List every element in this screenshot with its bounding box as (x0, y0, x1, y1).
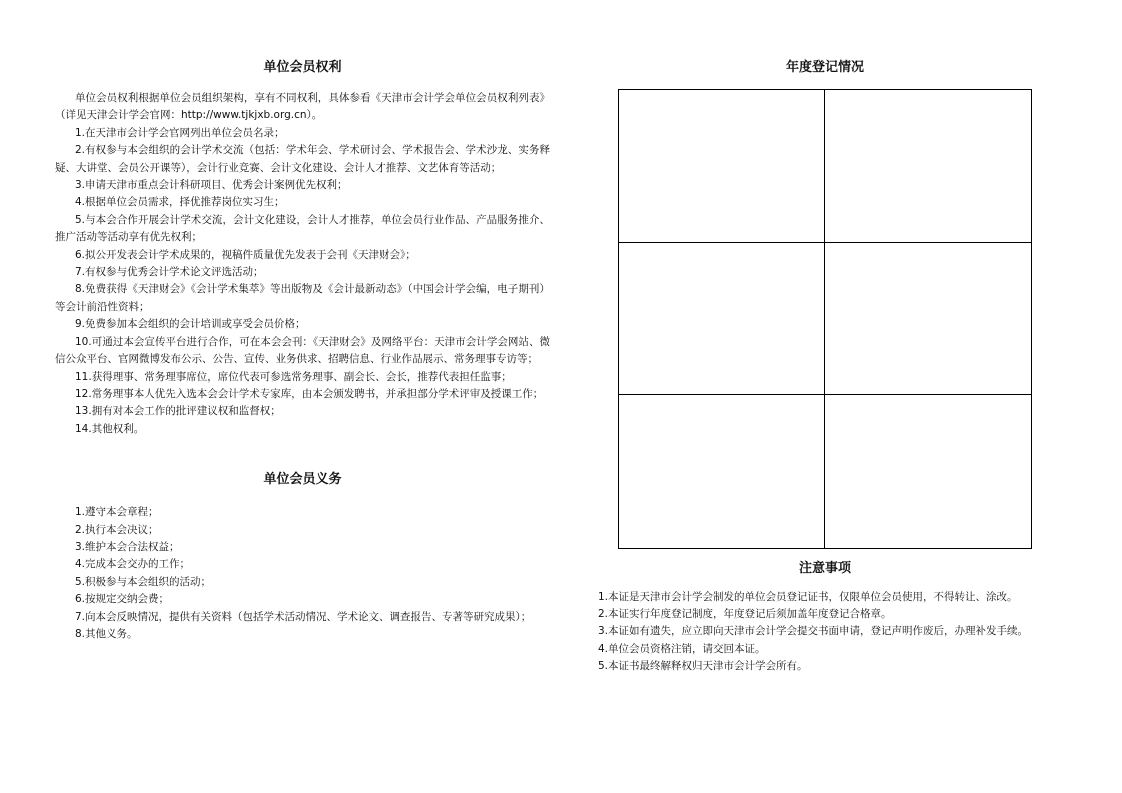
rights-item: 14.其他权利。 (75, 422, 145, 435)
rights-item: 6.拟公开发表会计学术成果的，视稿件质量优先发表于会刊《天津财会》； (75, 248, 416, 261)
duties-item: 5.积极参与本会组织的活动； (75, 575, 212, 588)
registration-cell (619, 395, 825, 548)
annual-registration-title: 年度登记情况 (785, 60, 864, 75)
duties-list (55, 504, 550, 643)
duties-item: 6.按规定交纳会费； (75, 593, 170, 606)
right-panel (598, 58, 1078, 675)
notes-item: 1.本证是天津市会计学会制发的单位会员登记证书，仅限单位会员使用，不得转让、涂改。 (598, 591, 1018, 603)
rights-item: 1.在天津市会计学会官网列出单位会员名录； (75, 126, 285, 139)
registration-cell (825, 90, 1031, 243)
left-panel (55, 58, 550, 643)
registration-cell (825, 243, 1031, 396)
notes-item: 2.本证实行年度登记制度，年度登记后须加盖年度登记合格章。 (598, 608, 892, 621)
rights-item: 12.常务理事本人优先入选本会会计学术专家库，由本会颁发聘书，并承担部分学术评审及授课工作； (75, 387, 544, 400)
notes-item: 5.本证书最终解释权归天津市会计学会所有。 (598, 659, 808, 672)
rights-item: 4.根据单位会员需求，择优推荐岗位实习生； (75, 196, 285, 209)
rights-intro: 单位会员权利根据单位会员组织架构，享有不同权利，具体参看《天津市会计学会单位会员权利列表》（详见天津会计学会官网：http://www.tjkjxb.org.cn）。 (55, 92, 550, 122)
rights-item: 2.有权参与本会组织的会计学术交流（包括：学术年会、学术研讨会、学术报告会、学术沙龙、实务释疑、大讲堂、会员公开课等），会计行业竞赛、会计文化建设、会计人才推荐、文艺体育等活动； (55, 144, 550, 174)
rights-item: 10.可通过本会宣传平台进行合作，可在本会会刊：《天津财会》及网络平台：天津市会计学会网站、微信公众平台、官网微博发布公示、公告、宣传、业务供求、招聘信息、行业作品展示、常务理事专访等； (55, 335, 550, 366)
rights-title: 单位会员权利 (263, 60, 342, 75)
duties-item: 7.向本会反映情况，提供有关资料（包括学术活动情况、学术论文、调查报告、专著等研究成果）； (75, 610, 532, 623)
registration-cell (619, 90, 825, 243)
rights-item: 13.拥有对本会工作的批评建议权和监督权； (75, 405, 281, 418)
duties-item: 3.维护本会合法权益； (75, 540, 180, 553)
registration-cell (619, 243, 825, 396)
rights-item: 7.有权参与优秀会计学术论文评选活动； (75, 266, 264, 279)
rights-item: 11.获得理事、常务理事席位，席位代表可参选常务理事、副会长、会长，推荐代表担任监事； (75, 370, 512, 383)
rights-list (55, 90, 550, 438)
rights-item: 9.免费参加本会组织的会计培训或享受会员价格； (75, 318, 306, 331)
notes-title: 注意事项 (798, 561, 851, 576)
rights-item: 3.申请天津市重点会计科研项目、优秀会计案例优先权利； (75, 179, 348, 192)
notes-item: 3.本证如有遗失，应立即向天津市会计学会提交书面申请，登记声明作废后，办理补发手续。 (598, 625, 1029, 638)
rights-item: 5.与本会合作开展会计学术交流，会计文化建设，会计人才推荐，单位会员行业作品、产品服务推介、推广活动等活动享有优先权利； (55, 213, 550, 244)
duties-item: 1.遵守本会章程； (75, 506, 159, 519)
duties-item: 8.其他义务。 (75, 627, 138, 640)
notes-item: 4.单位会员资格注销，请交回本证。 (598, 642, 766, 655)
rights-item: 8.免费获得《天津财会》《会计学术集萃》等出版物及《会计最新动态》（中国会计学会编，电子期刊）等会计前沿性资料； (55, 283, 550, 313)
duties-item: 4.完成本会交办的工作； (75, 558, 191, 571)
annual-registration-grid (618, 89, 1032, 549)
duties-item: 2.执行本会决议； (75, 523, 159, 536)
duties-title: 单位会员义务 (263, 472, 342, 488)
notes-list (598, 589, 1078, 675)
registration-cell (825, 395, 1031, 548)
